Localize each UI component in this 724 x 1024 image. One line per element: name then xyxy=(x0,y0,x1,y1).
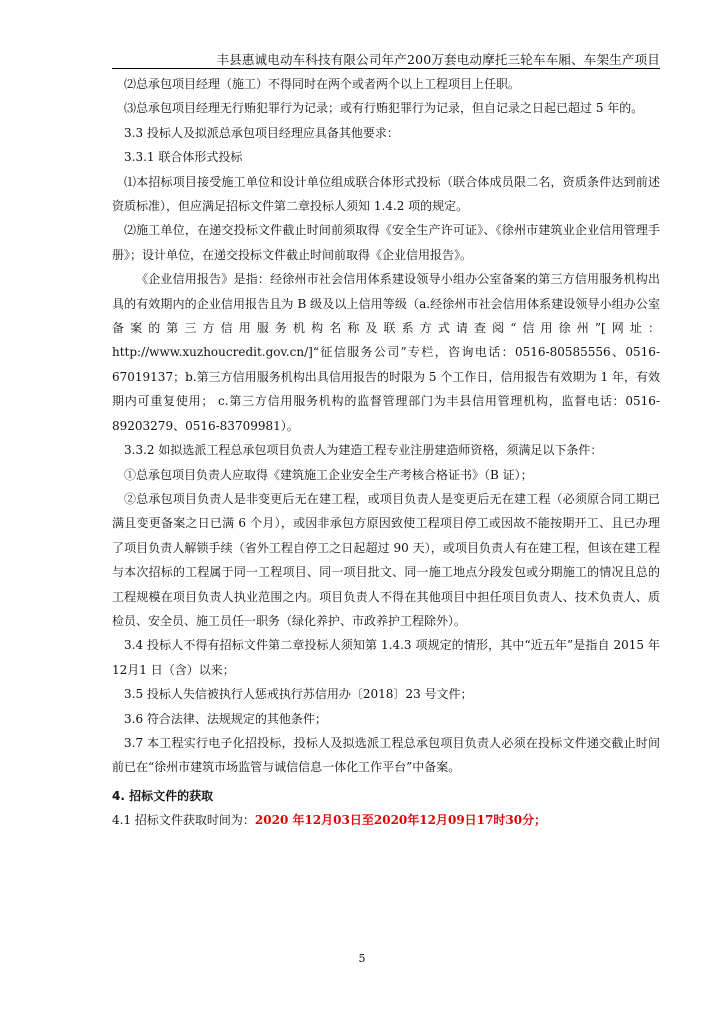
clause-3-5: 3.5 投标人失信被执行人惩戒执行苏信用办〔2018〕23 号文件； xyxy=(124,687,473,702)
paragraph-credit-report: 《企业信用报告》是指：经徐州市社会信用体系建设领导小组办公室备案的第三方信用服务机构出具的有效期内的企业信用报告且为 B 级及以上信用等级（a.经徐州市社会信用体系建设领导小组办公室备案的第三方信用服务机构名称及联系方式请查阅“信用徐州”[网址：http://www.xuzhoucredit.gov.cn/]“征信服务公司”专栏，咨询电话：0516-80585556、0516-67019137；b.第三方信用服务机构出具信用报告的时限为 5 个工作日，信用报告有效期为 1 年，有效期内可重复使用； c.第三方信用服务机构的监督管理部门为丰县信用管理机构，监督电话：0516-89203279、0516-83709981）。 xyxy=(112,272,660,433)
paragraph-manager-bribery: ⑶总承包项目经理无行贿犯罪行为记录；或有行贿犯罪行为记录，但自记录之日起已超过 5 年的。 xyxy=(124,101,644,116)
clause-3-3: 3.3 投标人及拟派总承包项目经理应具备其他要求： xyxy=(124,125,399,140)
page-number: 5 xyxy=(358,952,366,965)
header-divider xyxy=(112,68,660,69)
paragraph-consortium: ⑴本招标项目接受施工单位和设计单位组成联合体形式投标（联合体成员限二名，资质条件达到前述资质标准），但应满足招标文件第二章投标人须知 1.4.2 项的规定。 xyxy=(112,174,660,214)
paragraph-construction-unit: ⑵施工单位，在递交投标文件截止时间前须取得《安全生产许可证》、《徐州市建筑业企业信用管理手册》；设计单位，在递交投标文件截止时间前取得《企业信用报告》。 xyxy=(112,223,660,262)
clause-4-1 xyxy=(112,808,660,832)
section-4-heading: 4. 招标文件的获取 xyxy=(112,788,214,803)
clause-3-3-1: 3.3.1 联合体形式投标 xyxy=(124,150,243,165)
clause-3-7: 3.7 本工程实行电子化招投标，投标人及拟选派工程总承包项目负责人必须在投标文件递交截止时间前已在“徐州市建筑市场监管与诚信信息一体化工作平台”中备案。 xyxy=(112,735,660,775)
paragraph-manager-concurrent: ⑵总承包项目经理（施工）不得同时在两个或者两个以上工程项目上任职。 xyxy=(124,77,521,91)
clause-4-1-date-range: 2020 年12月03日至2020年12月09日17时30分； xyxy=(254,813,547,828)
clause-3-4: 3.4 投标人不得有招标文件第二章投标人须知第 1.4.3 项规定的情形，其中“近五年”是指自 2015 年12月1 日（含）以来； xyxy=(112,638,660,677)
clause-3-3-2: 3.3.2 如拟选派工程总承包项目负责人为建造工程专业注册建造师资格，须满足以下条件： xyxy=(124,443,603,458)
document-body xyxy=(112,72,660,833)
document-header-title: 丰县惠诚电动车科技有限公司年产200万套电动摩托三轮车车厢、车架生产项目 xyxy=(216,52,660,67)
clause-4-1-prefix: 4.1 招标文件获取时间为： xyxy=(112,813,255,828)
clause-3-6: 3.6 符合法律、法规规定的其他条件； xyxy=(124,711,327,726)
paragraph-project-leader: ②总承包项目负责人是非变更后无在建工程，或项目负责人是变更后无在建工程（必须原合同工期已满且变更备案之日已满 6 个月），或因非承包方原因致使工程项目停工或因故不能按期开工、且已办理了项目负责人解锁手续（省外工程自停工之日起超过 90 天），或项目负责人有在建工程，但该在建工程与本次招标的工程属于同一工程项目、同一项目批文、同一施工地点分段发包或分期施工的情况且总的工程规模在项目负责人执业范围之内。项目负责人不得在其他项目中担任项目负责人、技术负责人、质检员、安全员、施工员任一职务（绿化养护、市政养护工程除外）。 xyxy=(112,491,660,628)
paragraph-safety-certificate: ①总承包项目负责人应取得《建筑施工企业安全生产考核合格证书》（B 证）； xyxy=(124,467,533,482)
